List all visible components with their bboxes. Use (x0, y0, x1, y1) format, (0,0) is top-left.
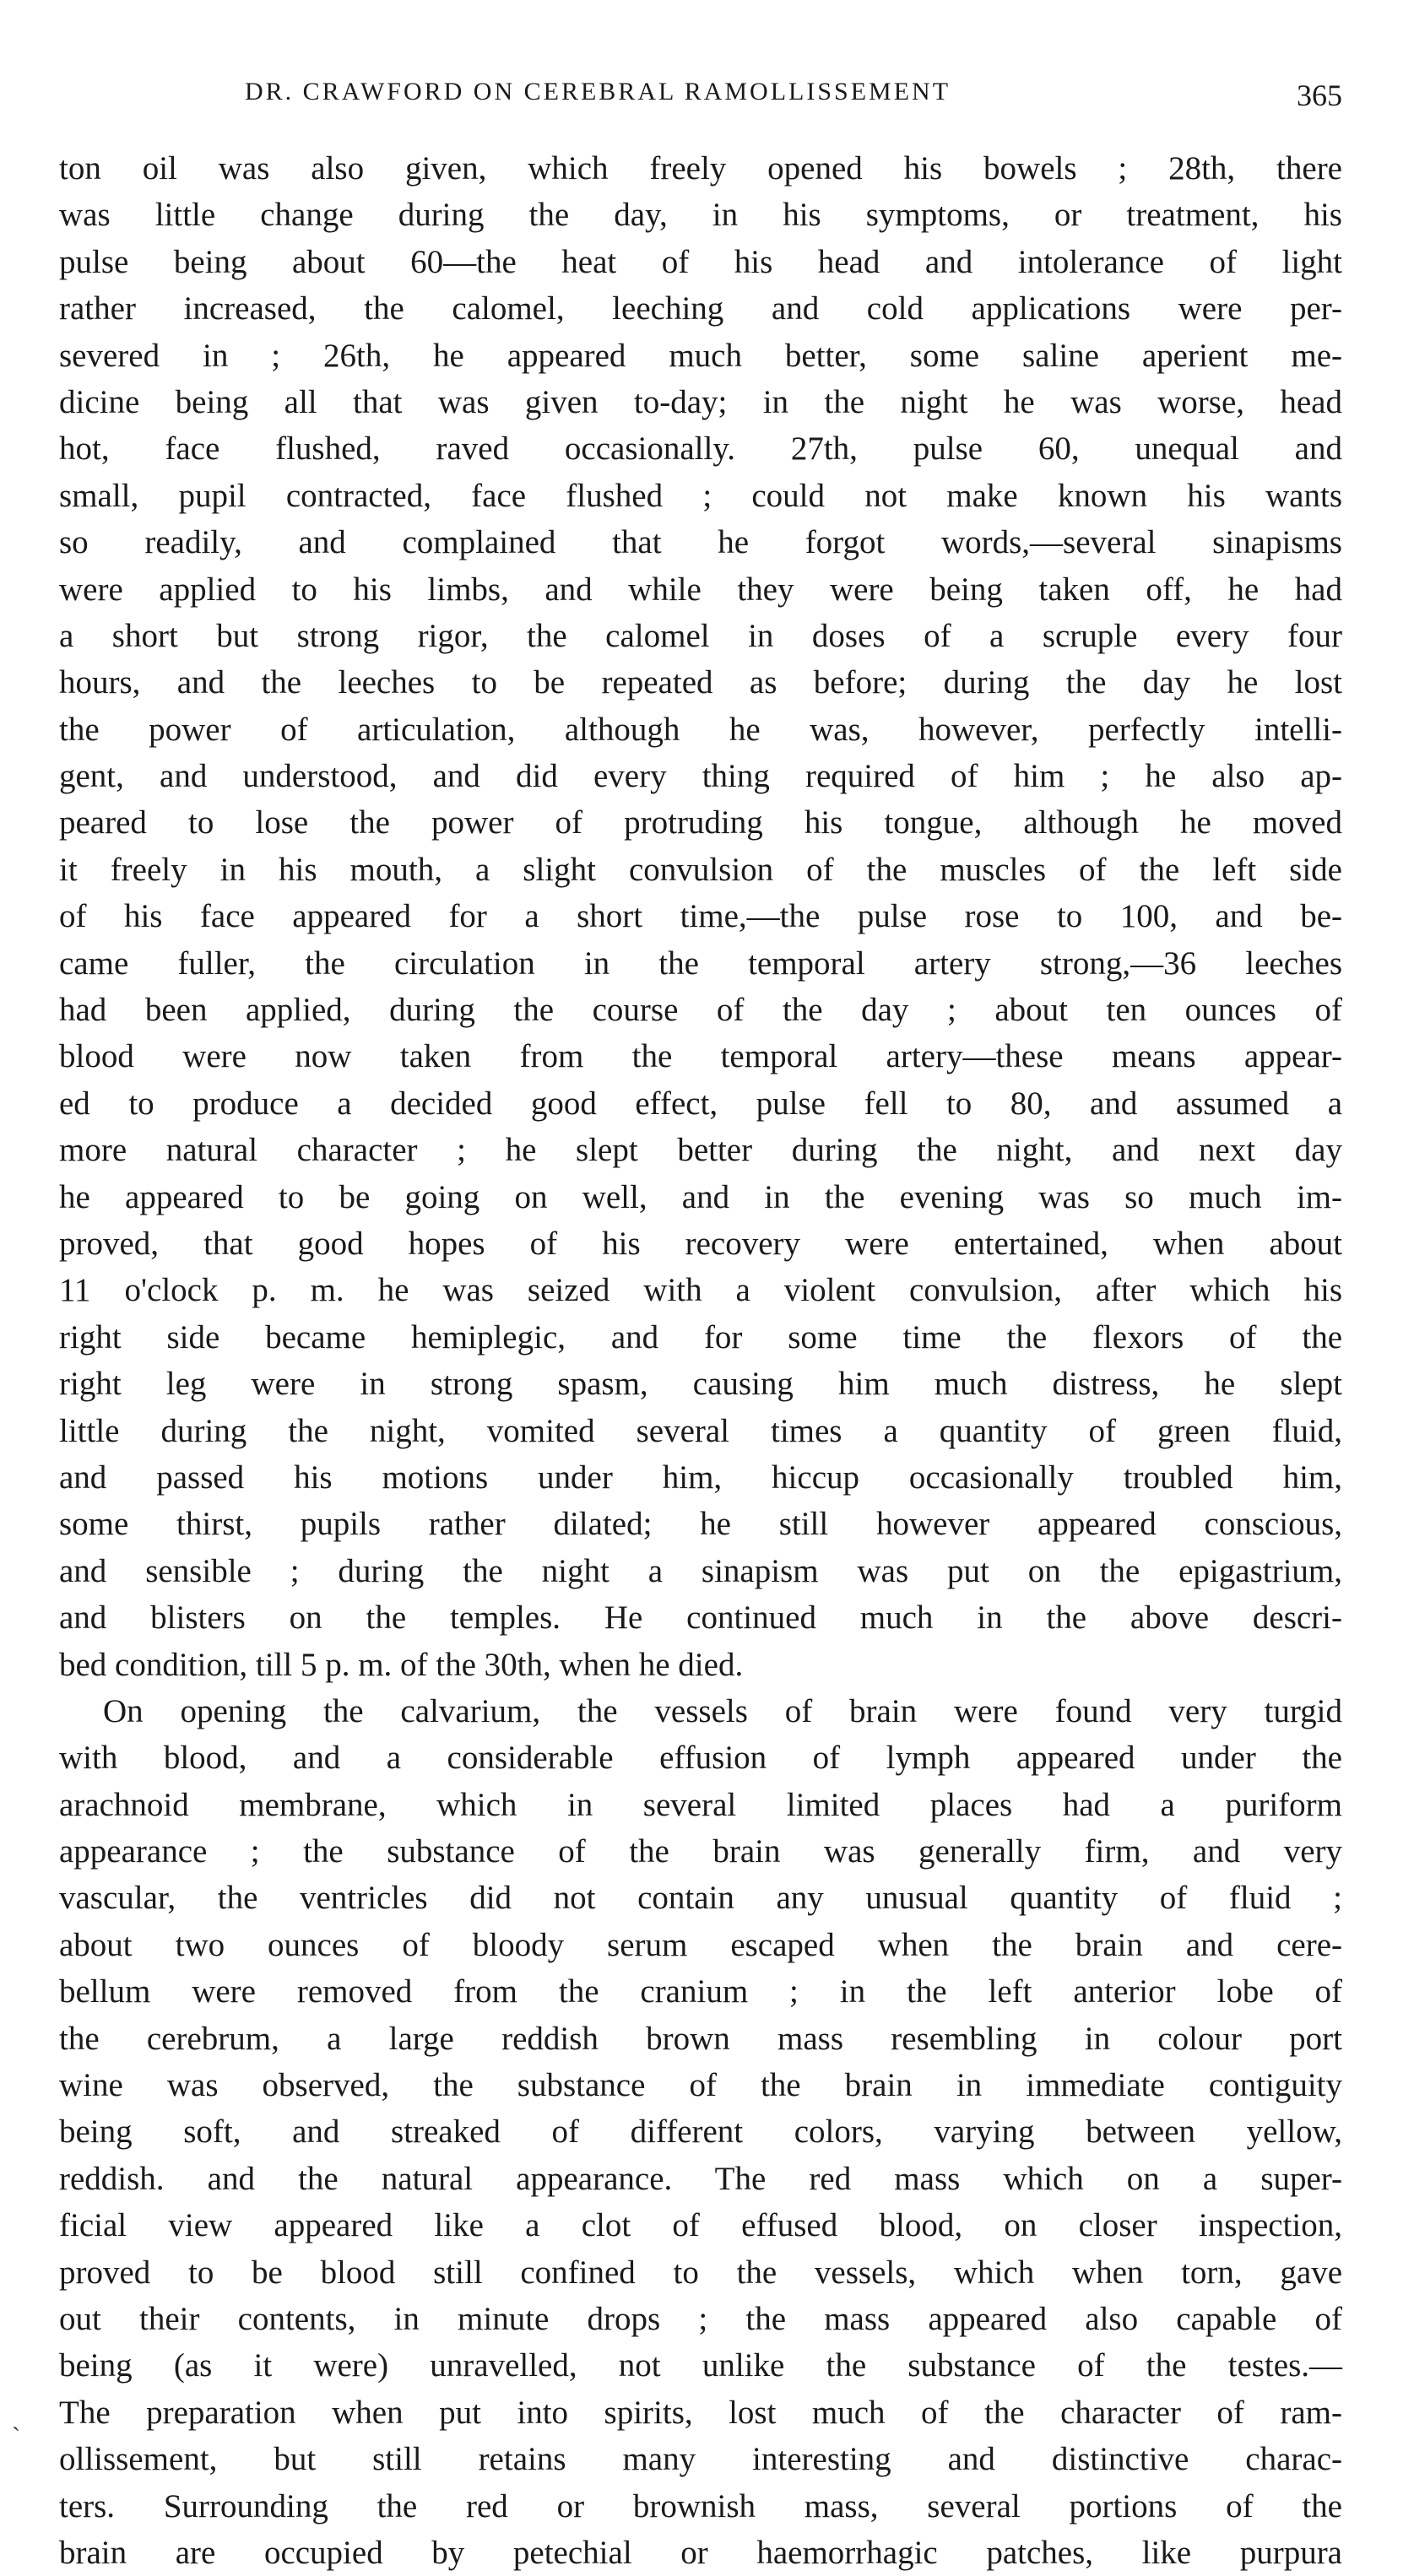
text-line: and blisters on the temples. He continued much in the above descri- (59, 1599, 1342, 1637)
text-line: more natural character ; he slept better during the night, and next day (59, 1132, 1342, 1169)
text-line: had been applied, during the course of the day ; about ten ounces of (59, 992, 1342, 1029)
text-line: of his face appeared for a short time,—the pulse rose to 100, and be- (59, 898, 1342, 935)
text-line: vascular, the ventricles did not contain any unusual quantity of fluid ; (59, 1880, 1342, 1917)
text-line: he appeared to be going on well, and in the evening was so much im- (59, 1178, 1342, 1215)
text-line: some thirst, pupils rather dilated; he still however appeared conscious, (59, 1506, 1342, 1543)
text-line: proved, that good hopes of his recovery were entertained, when about (59, 1225, 1342, 1262)
text-line: ters. Surrounding the red or brownish mass, several portions of the (59, 2487, 1342, 2525)
text-line: bellum were removed from the cranium ; in the left anterior lobe of (59, 1973, 1342, 2010)
text-line: The preparation when put into spirits, lost much of the character of ram- (59, 2394, 1342, 2431)
text-line: bed condition, till 5 p. m. of the 30th, when he died. (59, 1646, 744, 1683)
text-line: being soft, and streaked of different colors, varying between yellow, (59, 2113, 1342, 2151)
text-line: gent, and understood, and did every thing required of him ; he also ap- (59, 758, 1342, 795)
text-line: about two ounces of bloody serum escaped when the brain and cere- (59, 1926, 1342, 1963)
paragraph-clinical-history (59, 145, 1342, 1688)
text-line: brain are occupied by petechial or haemorrhagic patches, like purpura (59, 2534, 1342, 2571)
running-head (59, 78, 1342, 118)
text-line: and sensible ; during the night a sinapism was put on the epigastrium, (59, 1552, 1342, 1589)
text-line: rather increased, the calomel, leeching and cold applications were per- (59, 290, 1342, 327)
page-number: 365 (1297, 78, 1342, 112)
text-line: On opening the calvarium, the vessels of brain were found very turgid (103, 1692, 1342, 1729)
text-line: came fuller, the circulation in the temporal artery strong,—36 leeches (59, 944, 1342, 982)
text-line: severed in ; 26th, he appeared much better, some saline aperient me- (59, 337, 1342, 374)
text-line: and passed his motions under him, hiccup occasionally troubled him, (59, 1458, 1342, 1496)
stray-print-mark: ` (12, 2422, 20, 2450)
text-line: out their contents, in minute drops ; the mass appeared also capable of (59, 2300, 1342, 2337)
text-line: dicine being all that was given to-day; in the night he was worse, head (59, 383, 1342, 420)
text-line: small, pupil contracted, face flushed ; could not make known his wants (59, 477, 1342, 514)
text-line: ficial view appeared like a clot of effused blood, on closer inspection, (59, 2207, 1342, 2244)
text-line: right leg were in strong spasm, causing him much distress, he slept (59, 1366, 1342, 1403)
text-line: reddish. and the natural appearance. The red mass which on a super- (59, 2160, 1342, 2197)
text-line: hours, and the leeches to be repeated as before; during the day he lost (59, 664, 1342, 701)
text-line: proved to be blood still confined to the vessels, which when torn, gave (59, 2254, 1342, 2291)
running-title: DR. CRAWFORD ON CEREBRAL RAMOLLISSEMENT (245, 78, 951, 106)
text-line: a short but strong rigor, the calomel in doses of a scruple every four (59, 617, 1342, 654)
text-line: blood were now taken from the temporal artery—these means appear- (59, 1038, 1342, 1075)
text-line: peared to lose the power of protruding his tongue, although he moved (59, 804, 1342, 842)
text-line: the cerebrum, a large reddish brown mass resembling in colour port (59, 2020, 1342, 2057)
paragraph-autopsy (59, 1688, 1342, 2576)
text-line: were applied to his limbs, and while they were being taken off, he had (59, 571, 1342, 608)
text-line: ton oil was also given, which freely opened his bowels ; 28th, there (59, 150, 1342, 187)
text-line: appearance ; the substance of the brain was generally firm, and very (59, 1833, 1342, 1870)
text-line: 11 o'clock p. m. he was seized with a violent convulsion, after which his (59, 1272, 1342, 1309)
text-line: the power of articulation, although he was, however, perfectly intelli- (59, 711, 1342, 748)
text-line: wine was observed, the substance of the brain in immediate contiguity (59, 2067, 1342, 2104)
text-line: was little change during the day, in his symptoms, or treatment, his (59, 197, 1342, 234)
text-line: ed to produce a decided good effect, pulse fell to 80, and assumed a (59, 1085, 1342, 1122)
text-line: it freely in his mouth, a slight convulsion of the muscles of the left side (59, 851, 1342, 888)
text-line: little during the night, vomited several times a quantity of green fluid, (59, 1412, 1342, 1449)
text-line: ollissement, but still retains many interesting and distinctive charac- (59, 2441, 1342, 2478)
text-line: with blood, and a considerable effusion of lymph appeared under the (59, 1740, 1342, 1777)
text-line: being (as it were) unravelled, not unlike the substance of the testes.— (59, 2347, 1342, 2384)
text-line: so readily, and complained that he forgot words,—several sinapisms (59, 524, 1342, 561)
text-line: pulse being about 60—the heat of his head and intolerance of light (59, 243, 1342, 280)
text-line: hot, face flushed, raved occasionally. 27th, pulse 60, unequal and (59, 430, 1342, 468)
text-line: arachnoid membrane, which in several limited places had a puriform (59, 1786, 1342, 1823)
text-line: right side became hemiplegic, and for some time the flexors of the (59, 1318, 1342, 1356)
body-text (59, 145, 1342, 2576)
